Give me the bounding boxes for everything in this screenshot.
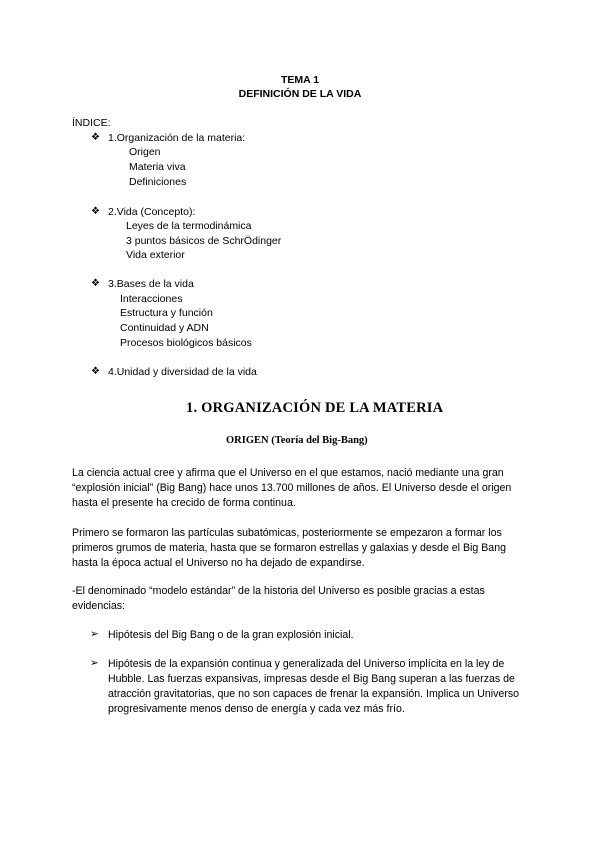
index-sub-item: Leyes de la termodinámica: [126, 220, 252, 232]
index-section-4: 4.Unidad y diversidad de la vida: [108, 366, 257, 378]
paragraph: [72, 584, 532, 614]
diamond-bullet-icon: ❖: [91, 278, 100, 289]
index-label: ÍNDICE:: [72, 117, 111, 129]
index-sub-item: Procesos biológicos básicos: [120, 337, 252, 349]
index-sub-item: Estructura y función: [120, 307, 213, 319]
index-sub-item: Materia viva: [129, 161, 186, 173]
index-sub-item: 3 puntos básicos de SchrÖdinger: [126, 235, 282, 247]
paragraph: [72, 466, 532, 511]
paragraph-text: Primero se formaron las partículas subatómicas, posteriormente se empezaron a formar los primeros grumos de materia, hasta que se formaron estrellas y galaxias y desde el Big Bang hasta la época actual el Universo no ha dejado de expandirse.: [72, 527, 506, 569]
index-section-3: 3.Bases de la vida: [108, 278, 194, 290]
evidence-item: Hipótesis de la expansión continua y generalizada del Universo implícita en la ley de Hubble. Las fuerzas expansivas, impresas desde el Big Bang superan a las fuerzas de atracción gravitatorias, que no son capaces de frenar la expansión. Implica un Universo progresivamente menos denso de energía y cada vez más frío.: [108, 658, 520, 715]
index-sub-item: Origen: [129, 146, 161, 158]
diamond-bullet-icon: ❖: [91, 206, 100, 217]
index-sub-item: Definiciones: [129, 176, 187, 188]
index-section-2: 2.Vida (Concepto):: [108, 206, 196, 218]
document-subtitle: DEFINICIÓN DE LA VIDA: [238, 88, 362, 100]
index-sub-item: Continuidad y ADN: [120, 322, 209, 334]
evidence-item: Hipótesis del Big Bang o de la gran explosión inicial.: [108, 629, 354, 641]
index-sub-item: Vida exterior: [126, 249, 185, 261]
section-heading: 1. ORGANIZACIÓN DE LA MATERIA: [186, 400, 444, 416]
index-sub-item: Interacciones: [120, 293, 183, 305]
paragraph: [72, 526, 532, 571]
index-section-1: 1.Organización de la materia:: [108, 132, 246, 144]
paragraph-text: La ciencia actual cree y afirma que el Universo en el que estamos, nació mediante una gran “explosión inicial” (Big Bang) hace unos 13.700 millones de años. El Universo desde el origen hasta el presente ha crecido de forma continua.: [72, 467, 512, 509]
arrow-bullet-icon: ➢: [90, 628, 99, 640]
arrow-bullet-icon: ➢: [90, 657, 99, 669]
section-subheading: ORIGEN (Teoría del Big-Bang): [226, 435, 368, 446]
diamond-bullet-icon: ❖: [91, 366, 100, 377]
diamond-bullet-icon: ❖: [91, 132, 100, 143]
paragraph-text: -El denominado “modelo estándar” de la historia del Universo es posible gracias a estas evidencias:: [72, 585, 485, 612]
document-title: TEMA 1: [280, 74, 320, 86]
